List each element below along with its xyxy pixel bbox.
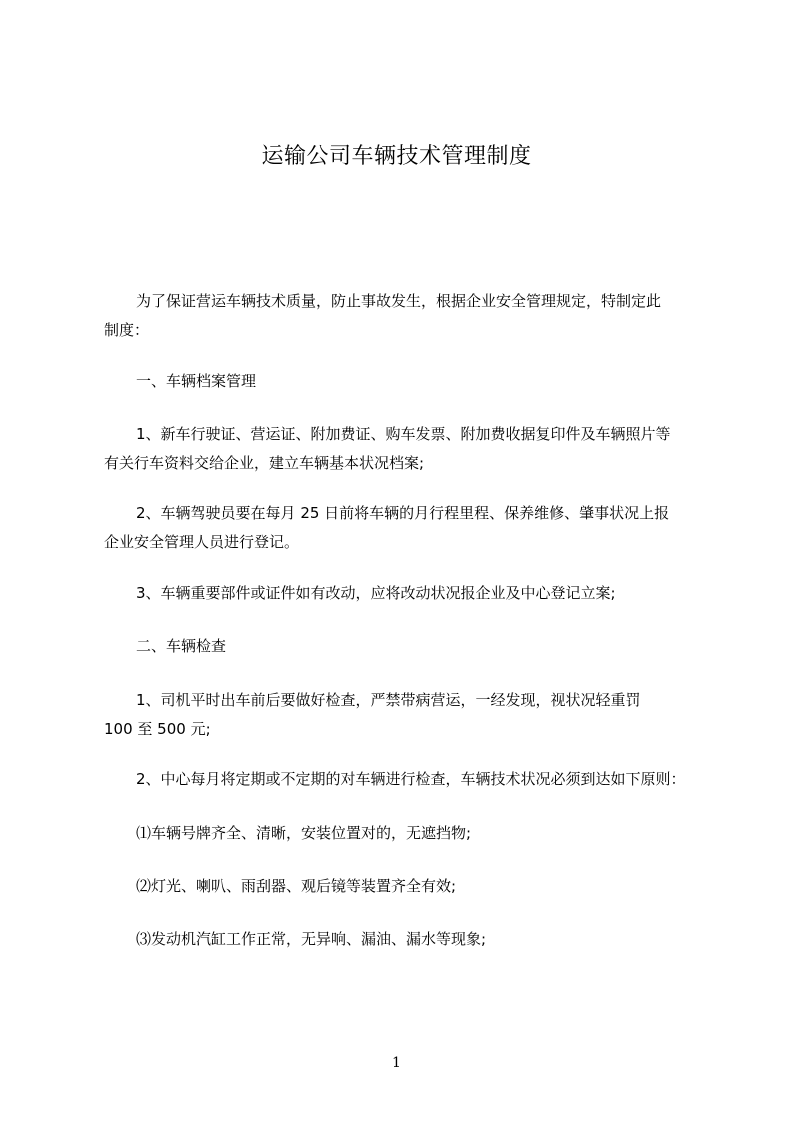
- section-1-item-3-line-1: 3、车辆重要部件或证件如有改动，应将改动状况报企业及中心登记立案;: [136, 584, 616, 602]
- document-title: 运输公司车辆技术管理制度: [261, 144, 532, 169]
- section-2-item-2-line-1: 2、中心每月将定期或不定期的对车辆进行检查，车辆技术状况必须到达如下原则：: [136, 770, 686, 788]
- section-2-item-1-line-1: 1、司机平时出车前后要做好检查，严禁带病营运，一经发现，视状况轻重罚: [136, 691, 641, 709]
- page-number: 1: [392, 1055, 401, 1071]
- intro-line-1: 为了保证营运车辆技术质量，防止事故发生，根据企业安全管理规定，特制定此: [136, 292, 662, 310]
- section-2-item-1-line-2: 100 至 500 元;: [104, 720, 211, 738]
- intro-line-2: 制度：: [104, 321, 150, 339]
- section-1-item-2-line-2: 企业安全管理人员进行登记。: [104, 533, 300, 551]
- section-1-heading: 一、车辆档案管理: [136, 372, 257, 390]
- section-1-item-1-line-2: 有关行车资料交给企业，建立车辆基本状况档案;: [104, 454, 425, 472]
- section-1-item-2-line-1: 2、车辆驾驶员要在每月 25 日前将车辆的月行程里程、保养维修、肇事状况上报: [136, 504, 670, 522]
- section-1-item-1-line-1: 1、新车行驶证、营运证、附加费证、购车发票、附加费收据复印件及车辆照片等: [136, 425, 671, 443]
- section-2-sub-item-3: ⑶发动机汽缸工作正常，无异响、漏油、漏水等现象;: [136, 930, 487, 948]
- section-2-sub-item-2: ⑵灯光、喇叭、雨刮器、观后镜等装置齐全有效;: [136, 877, 457, 895]
- section-2-sub-item-1: ⑴车辆号牌齐全、清晰，安装位置对的，无遮挡物;: [136, 824, 472, 842]
- section-2-heading: 二、车辆检查: [136, 637, 227, 655]
